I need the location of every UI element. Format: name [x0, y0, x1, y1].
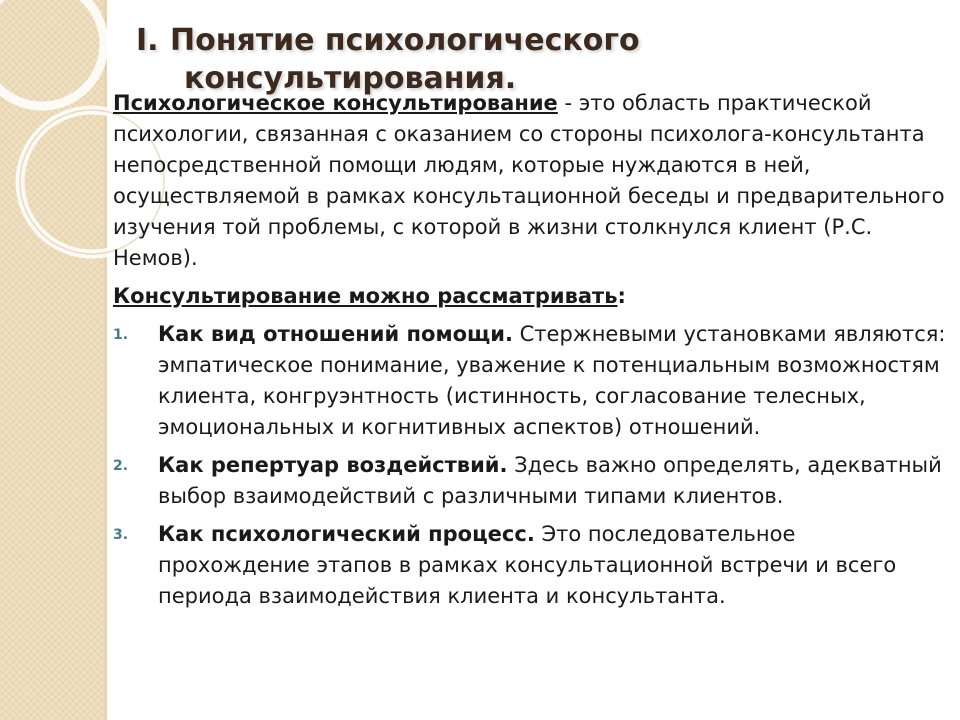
title-line-2: консультирования. — [184, 61, 517, 96]
slide-body — [113, 88, 948, 619]
slide-title — [136, 22, 640, 98]
list-marker: 1. — [113, 327, 129, 343]
title-line-1: Понятие психологического — [170, 23, 640, 58]
definition-term: Психологическое консультирование — [113, 91, 558, 115]
definition-text: - это область практической психологии, связанная с оказанием со стороны психолога-консультанта непосредственной помощи людям, которые нуждаются в ней, осуществляемой в рамках консультационной беседы и предварительного изучения той проблемы, с которой в жизни столкнулся клиент (Р.С. Немов). — [113, 91, 945, 270]
list-item-text: Стержневыми установками являются: эмпатическое понимание, уважение к потенциальным возможностям клиента, конгруэнтность (истинность, согласование телесных, эмоциональных и когнитивных аспектов) отношений. — [158, 322, 946, 439]
subheading-text: Консультирование можно рассматривать — [113, 284, 618, 308]
list-item — [113, 519, 948, 612]
list-marker: 2. — [113, 458, 129, 474]
definition-paragraph — [113, 88, 948, 274]
list-marker: 3. — [113, 527, 129, 543]
list-item-heading: Как психологический процесс. — [158, 522, 535, 546]
list-item-text: Здесь важно определять, адекватный выбор взаимодействий с различными типами клиентов. — [158, 453, 942, 508]
title-number: I. — [136, 23, 159, 58]
list-item-heading: Как репертуар воздействий. — [158, 453, 508, 477]
list-item — [113, 319, 948, 443]
list-item-text: Это последовательное прохождение этапов в рамках консультационной встречи и всего периода взаимодействия клиента и консультанта. — [158, 522, 897, 608]
subheading-colon: : — [617, 284, 626, 308]
subheading — [113, 281, 948, 312]
numbered-list — [113, 319, 948, 612]
list-item-heading: Как вид отношений помощи. — [158, 322, 513, 346]
list-item — [113, 450, 948, 512]
